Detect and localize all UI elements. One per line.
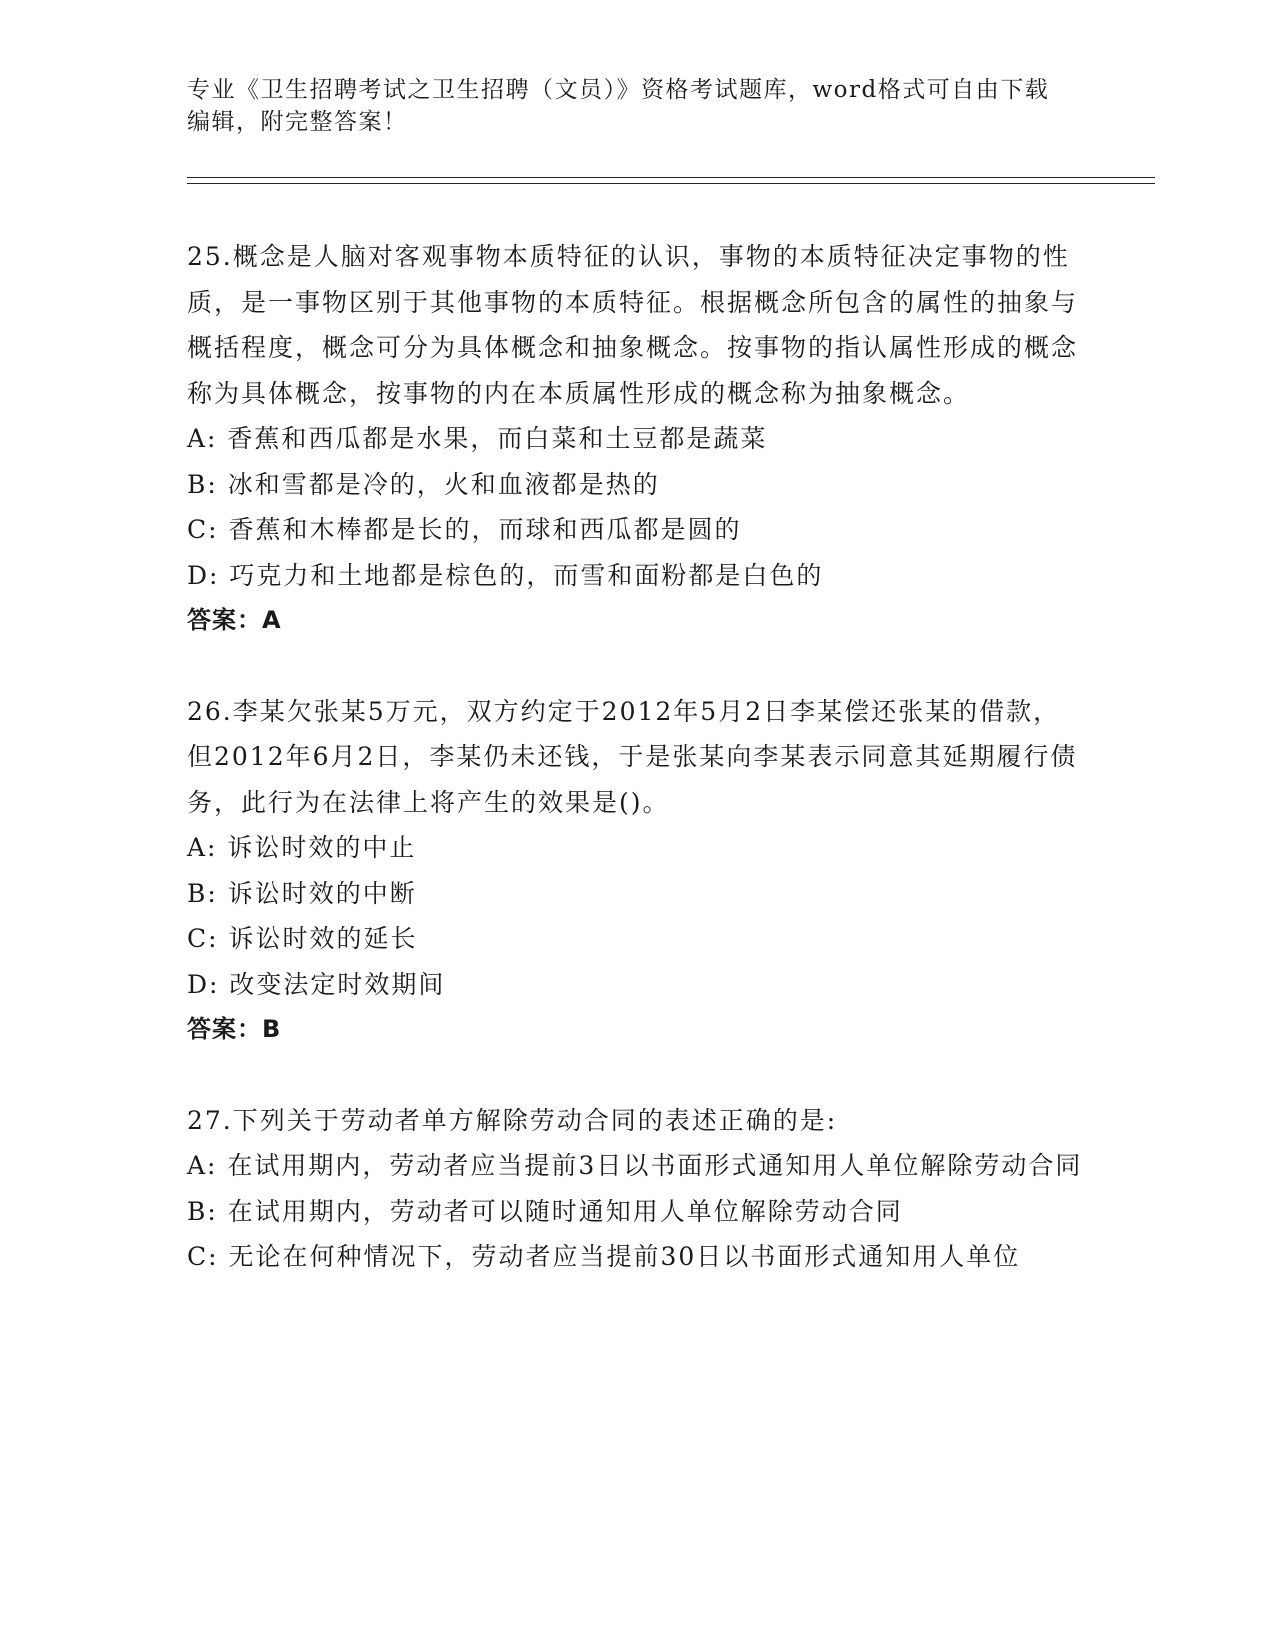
question-stem: 26.李某欠张某5万元，双方约定于2012年5月2日李某偿还张某的借款，但2012年6月2日，李某仍未还钱，于是张某向李某表示同意其延期履行债务，此行为在法律上将产生的效果是()。 <box>187 696 1078 817</box>
answer-label: 答案：B <box>187 1015 282 1043</box>
document-header <box>187 74 1067 138</box>
option-b: B: 诉讼时效的中断 <box>187 878 417 908</box>
option-c: C: 无论在何种情况下，劳动者应当提前30日以书面形式通知用人单位 <box>187 1242 1021 1271</box>
question-26 <box>187 689 1087 1053</box>
option-d: D: 巧克力和土地都是棕色的，而雪和面粉都是白色的 <box>187 560 824 590</box>
option-c: C: 诉讼时效的延长 <box>187 924 418 953</box>
question-27 <box>187 1098 1087 1280</box>
option-a: A: 诉讼时效的中止 <box>187 833 417 862</box>
option-a: A: 在试用期内，劳动者应当提前3日以书面形式通知用人单位解除劳动合同 <box>187 1151 1083 1180</box>
header-divider-top <box>187 177 1155 178</box>
header-divider-bottom <box>187 183 1155 184</box>
option-b: B: 在试用期内，劳动者可以随时通知用人单位解除劳动合同 <box>187 1196 903 1226</box>
question-stem: 27.下列关于劳动者单方解除劳动合同的表述正确的是: <box>187 1105 838 1135</box>
question-stem: 25.概念是人脑对客观事物本质特征的认识，事物的本质特征决定事物的性质，是一事物区别于其他事物的本质特征。根据概念所包含的属性的抽象与概括程度，概念可分为具体概念和抽象概念。按事物的指认属性形成的概念称为具体概念，按事物的内在本质属性形成的概念称为抽象概念。 <box>187 242 1079 408</box>
header-line-2: 编辑，附完整答案！ <box>187 109 408 135</box>
question-25 <box>187 234 1087 644</box>
header-line-1: 专业《卫生招聘考试之卫生招聘（文员）》资格考试题库，word格式可自由下载 <box>187 77 1050 103</box>
option-a: A: 香蕉和西瓜都是水果，而白菜和土豆都是蔬菜 <box>187 424 768 453</box>
answer-label: 答案：A <box>187 606 282 634</box>
option-b: B: 冰和雪都是冷的，火和血液都是热的 <box>187 469 660 499</box>
question-list <box>187 234 1087 1325</box>
option-c: C: 香蕉和木棒都是长的，而球和西瓜都是圆的 <box>187 515 742 544</box>
option-d: D: 改变法定时效期间 <box>187 969 446 999</box>
